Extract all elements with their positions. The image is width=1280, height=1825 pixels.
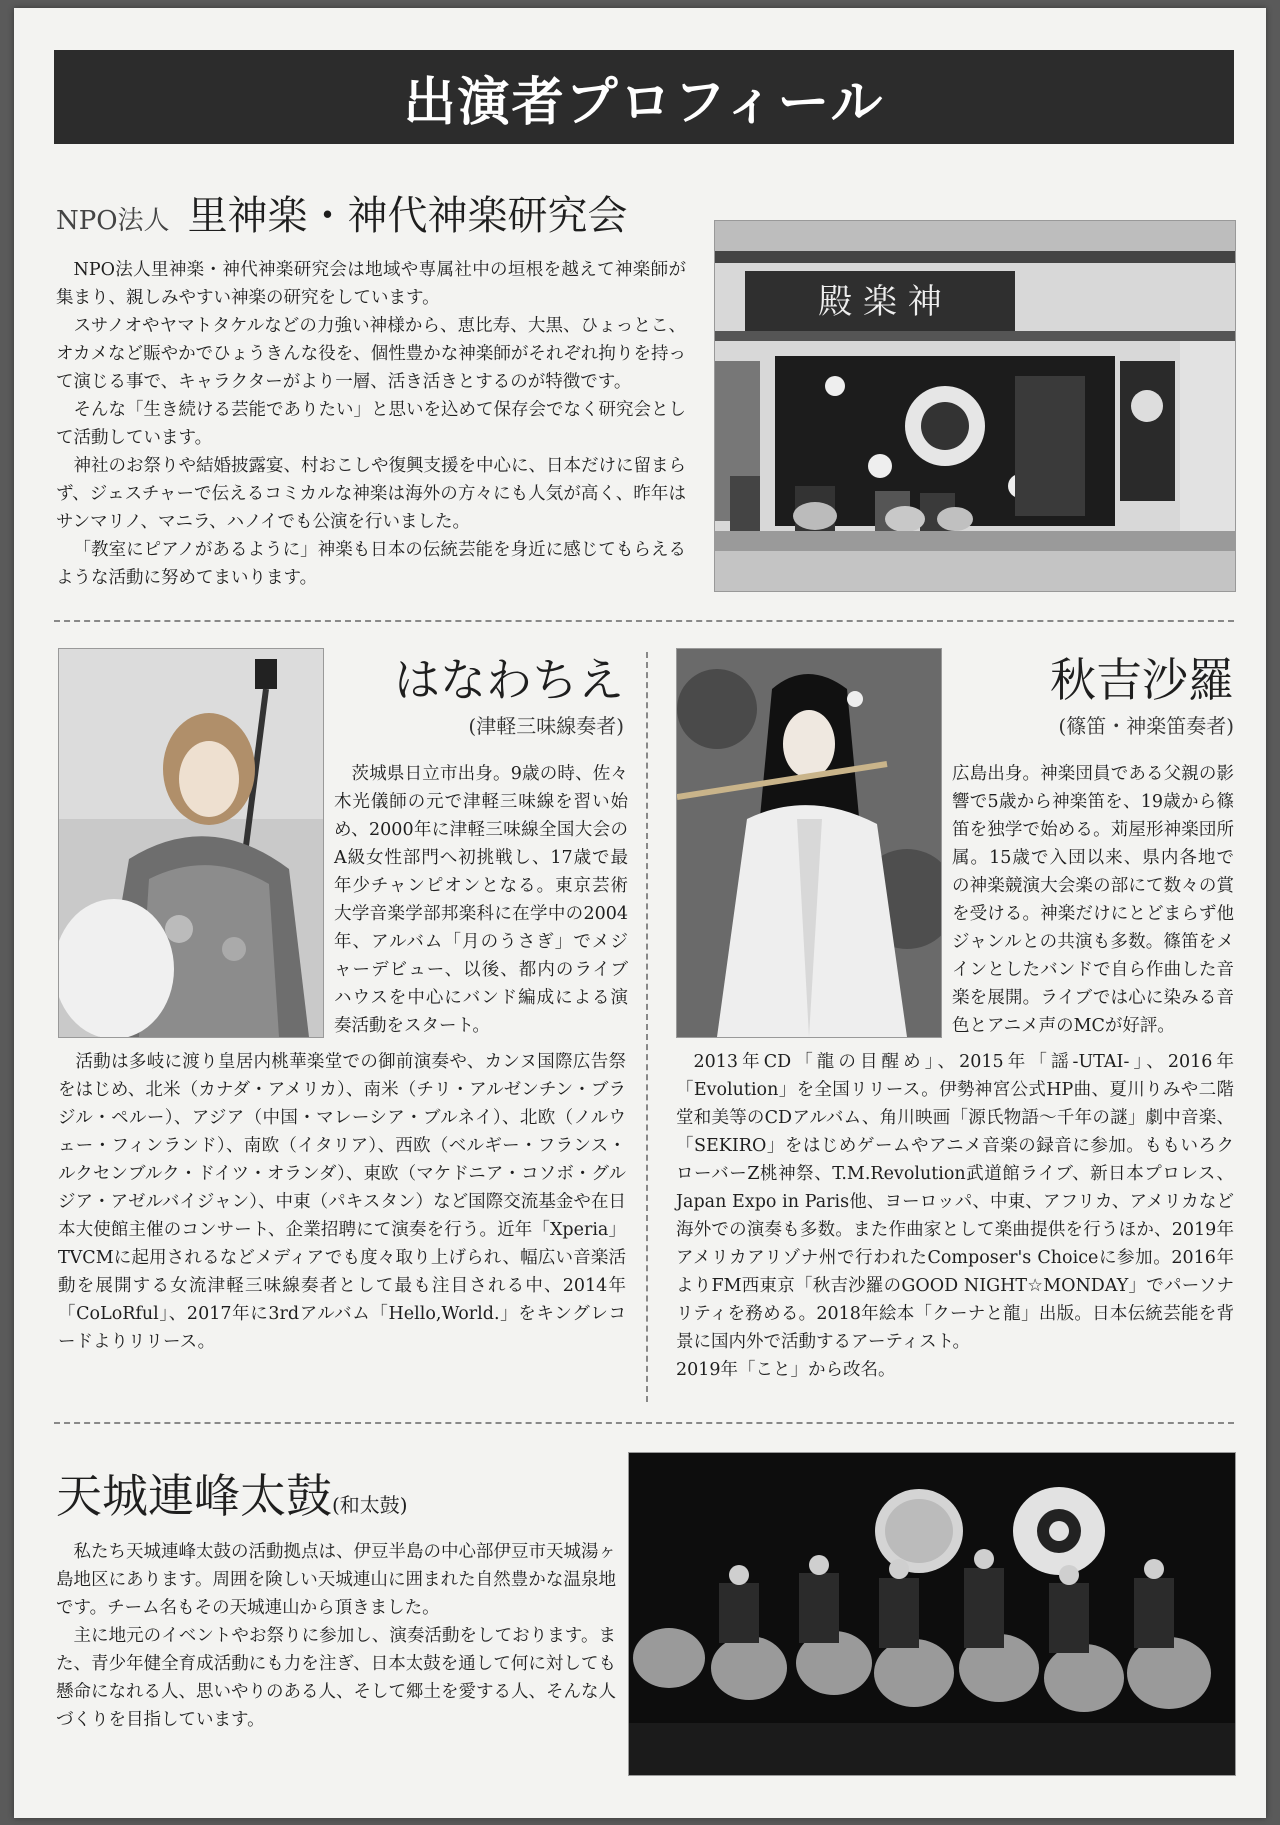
aki-bio-paragraph: 2013年CD「龍の目醒め」、2015年「謡-UTAI-」、2016年「Evolution」を全国リリース。伊勢神宮公式HP曲、夏川りみや二階堂和美等のCDアルバム、角川映画「源氏物語～千年の謎」劇中音楽、「SEKIRO」をはじめゲームやアニメ音楽の録音に参加。ももいろクローバーZ桃神祭、T.M.Revolution武道館ライブ、新日本プロレス、Japan Expo in Paris他、ヨーロッパ、中東、アフリカ、アメリカなど海外での演奏も多数。また作曲家として楽曲提供を行うほか、2019年アメリカアリゾナ州で行われたComposer's Choiceに参加。2016年よりFM西東京「秋吉沙羅のGOOD NIGHT☆MONDAY」でパーソナリティを務める。2018年絵本「クーナと龍」出版。日本伝統芸能を背景に国内外で活動するアーティスト。	[676, 1052, 1234, 1352]
hana-name: はなわちえ	[394, 653, 624, 707]
aki-bio-paragraph: 広島出身。神楽団員である父親の影響で5歳から神楽笛を、19歳から篠笛を独学で始める。苅屋形神楽団所属。15歳で入団以来、県内各地での神楽競演大会楽の部にて数々の賞を受ける。神楽だけにとどまらず他ジャンルとの共演も多数。篠笛をメインとしたバンドで自ら作曲した音楽を展開。ライブでは心に染みる音色とアニメ声のMCが好評。	[952, 764, 1234, 1036]
section-divider	[54, 1422, 1234, 1424]
org-name: 里神楽・神代神楽研究会	[187, 193, 628, 239]
aki-bio-side	[952, 760, 1234, 1040]
org-paragraph: 「教室にピアノがあるように」神楽も日本の伝統芸能を身近に感じてもらえるような活動に努めてまいります。	[56, 540, 686, 588]
hana-bio-paragraph: 活動は多岐に渡り皇居内桃華楽堂での御前演奏や、カンヌ国際広告祭をはじめ、北米（カナダ・アメリカ）、南米（チリ・アルゼンチン・ブラジル・ペルー）、アジア（中国・マレーシア・ブルネイ）、北欧（ノルウェー・フィンランド）、南欧（イタリア）、西欧（ベルギー・フランス・ルクセンブルク・ドイツ・オランダ）、東欧（マケドニア・コソボ・グルジア・アゼルバイジャン）、中東（パキスタン）など国際交流基金や在日本大使館主催のコンサート、企業招聘にて演奏を行う。近年「Xperia」TVCMに起用されるなどメディアでも度々取り上げられ、幅広い音楽活動を展開する女流津軽三味線奏者として最も注目される中、2014年「CoLoRful」、2017年に3rdアルバム「Hello,World.」をキングレコードよりリリース。	[58, 1052, 626, 1352]
flyer-sheet	[14, 8, 1266, 1818]
org-description	[56, 256, 686, 592]
taiko-name: 天城連峰太鼓	[56, 1469, 332, 1523]
hana-bio-side	[334, 760, 628, 1040]
taiko-description	[56, 1538, 616, 1734]
org-paragraph: そんな「生き続ける芸能でありたい」と思いを込めて保存会でなく研究会として活動しています。	[56, 400, 686, 448]
org-prefix: NPO法人	[56, 206, 170, 236]
aki-role: (篠笛・神楽笛奏者)	[1058, 714, 1234, 738]
kagura-stage-photo	[714, 220, 1236, 592]
aki-photo	[676, 648, 942, 1038]
hana-role: (津軽三味線奏者)	[468, 714, 624, 738]
page-title: 出演者プロフィール	[403, 71, 885, 133]
hana-bio-paragraph: 茨城県日立市出身。9歳の時、佐々木光儀師の元で津軽三味線を習い始め、2000年に津軽三味線全国大会のA級女性部門へ初挑戦し、17歳で最年少チャンピオンとなる。東京芸術大学音楽学部邦楽科に在学中の2004年、アルバム「月のうさぎ」でメジャーデビュー、以後、都内のライブハウスを中心にバンド編成による演奏活動をスタート。	[334, 764, 628, 1036]
org-paragraph: NPO法人里神楽・神代神楽研究会は地域や専属社中の垣根を越えて神楽師が集まり、親しみやすい神楽の研究をしています。	[56, 260, 686, 308]
page-title-banner	[54, 50, 1234, 144]
shrine-sign: 殿 楽 神	[818, 282, 942, 322]
taiko-photo	[628, 1452, 1236, 1776]
section-divider	[54, 620, 1234, 622]
org-paragraph: 神社のお祭りや結婚披露宴、村おこしや復興支援を中心に、日本だけに留まらず、ジェスチャーで伝えるコミカルな神楽は海外の方々にも人気が高く、昨年はサンマリノ、マニラ、ハノイでも公演を行いました。	[56, 456, 686, 532]
aki-bio-full	[676, 1048, 1234, 1384]
hana-bio-full	[58, 1048, 626, 1356]
taiko-paragraph: 主に地元のイベントやお祭りに参加し、演奏活動をしております。また、青少年健全育成活動にも力を注ぎ、日本太鼓を通して何に対しても懸命になれる人、思いやりのある人、そして郷土を愛する人、そんな人づくりを目指しています。	[56, 1626, 616, 1730]
taiko-paragraph: 私たち天城連峰太鼓の活動拠点は、伊豆半島の中心部伊豆市天城湯ヶ島地区にあります。周囲を険しい天城連山に囲まれた自然豊かな温泉地です。チーム名もその天城連山から頂きました。	[56, 1542, 616, 1618]
taiko-title	[56, 1460, 408, 1526]
org-title	[56, 184, 628, 241]
taiko-subtitle: (和太鼓)	[332, 1493, 408, 1517]
aki-name: 秋吉沙羅	[1050, 653, 1234, 707]
hana-photo	[58, 648, 324, 1038]
column-divider	[646, 652, 648, 1402]
org-paragraph: スサノオやヤマトタケルなどの力強い神様から、恵比寿、大黒、ひょっとこ、オカメなど賑やかでひょうきんな役を、個性豊かな神楽師がそれぞれ拘りを持って演じる事で、キャラクターがより一層、活き活きとするのが特徴です。	[56, 316, 686, 392]
aki-bio-last: 2019年「こと」から改名。	[676, 1360, 896, 1380]
